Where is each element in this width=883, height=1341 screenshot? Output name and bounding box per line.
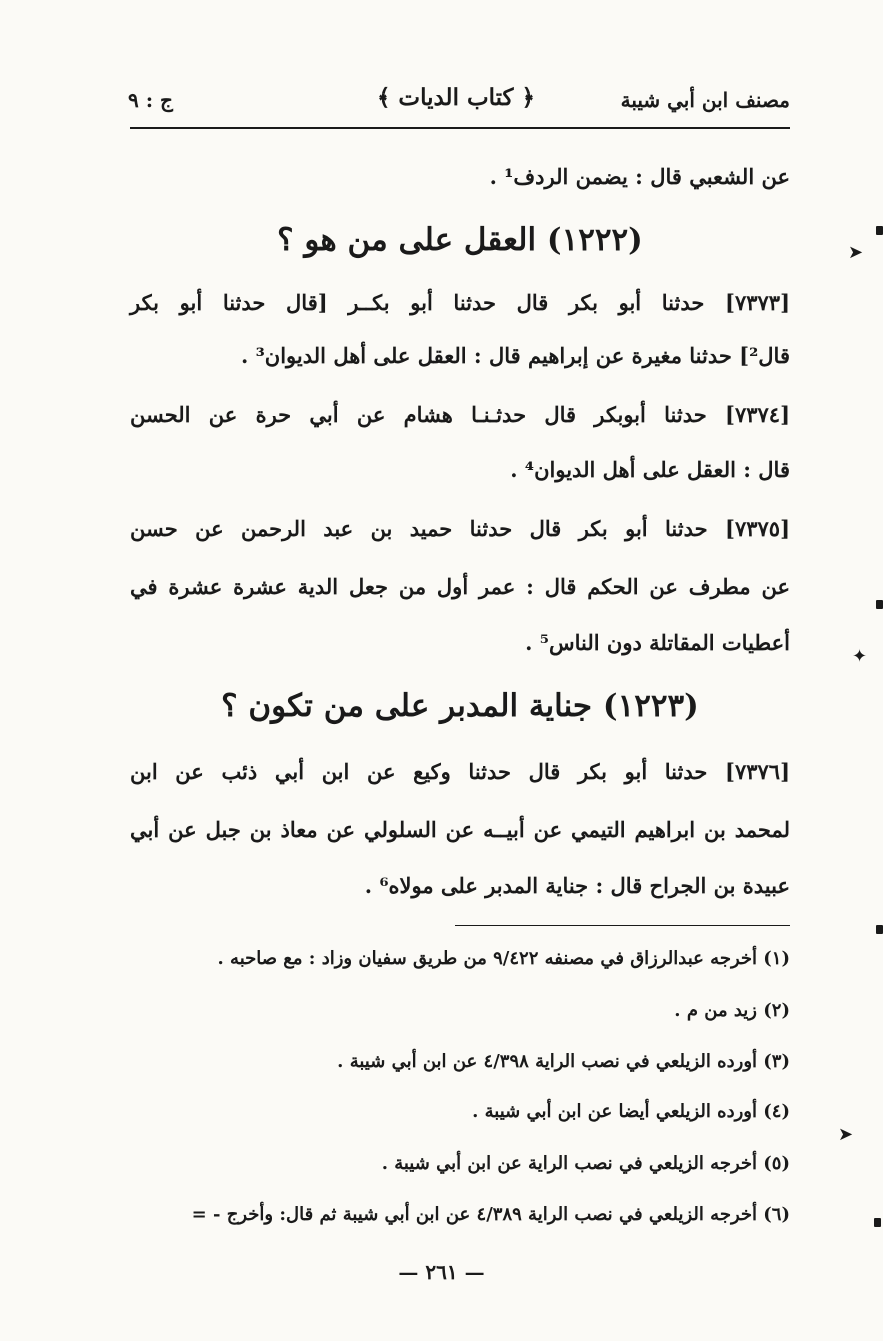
scan-mark	[876, 600, 883, 609]
hadith-7376-line-1: [٧٣٧٦] حدثنا أبو بكر قال حدثنا وكيع عن ابن أبي ذئب عن ابن	[130, 759, 790, 784]
scan-mark: ✦	[852, 646, 868, 667]
hadith-7374-line-1: [٧٣٧٤] حدثنا أبوبكر قال حدثـنـا هشام عن أبي حرة عن الحسن	[130, 402, 790, 427]
volume-number: ج : ٩	[128, 88, 173, 112]
hadith-7376-line-2: لمحمد بن ابراهيم التيمي عن أبيــه عن السلولي عن معاذ بن جبل عن أبي	[130, 817, 790, 842]
scan-mark	[876, 925, 883, 934]
body-line-1: عن الشعبي قال : يضمن الردف¹ .	[489, 164, 790, 189]
chapter-title: ﴿ كتاب الديات ﴾	[376, 84, 535, 111]
scan-mark: ➤	[848, 242, 864, 263]
hadith-7375-line-2: عن مطرف عن الحكم قال : عمر أول من جعل الدية عشرة عشرة في	[130, 574, 790, 599]
section-heading-1223: (١٢٢٣) جناية المدبر على من تكون ؟	[221, 688, 699, 724]
footnote-1: (١) أخرجه عبدالرزاق في مصنفه ٩/٤٢٢ من طريق سفيان وزاد : مع صاحبه .	[217, 948, 790, 969]
footnote-5: (٥) أخرجه الزيلعي في نصب الراية عن ابن أبي شيبة .	[381, 1153, 790, 1174]
footnote-2: (٢) زيد من م .	[674, 1000, 790, 1021]
hadith-7373-line-2: قال²] حدثنا مغيرة عن إبراهيم قال : العقل على أهل الديوان³ .	[240, 343, 790, 368]
scan-mark: ➤	[838, 1124, 854, 1145]
scan-mark	[874, 1218, 881, 1227]
hadith-7376-line-3: عبيدة بن الجراح قال : جناية المدبر على مولاه⁶ .	[364, 873, 790, 898]
page-number: — ٢٦١ —	[398, 1260, 485, 1284]
footnote-6: (٦) أخرجه الزيلعي في نصب الراية ٤/٣٨٩ عن ابن أبي شيبة ثم قال: وأخرج - =	[191, 1204, 790, 1225]
hadith-7375-line-1: [٧٣٧٥] حدثنا أبو بكر قال حدثنا حميد بن عبد الرحمن عن حسن	[130, 516, 790, 541]
hadith-7375-line-3: أعطيات المقاتلة دون الناس⁵ .	[525, 630, 790, 655]
footnote-rule	[455, 925, 790, 926]
hadith-7374-line-2: قال : العقل على أهل الديوان⁴ .	[510, 457, 790, 482]
section-heading-1222: (١٢٢٢) العقل على من هو ؟	[277, 222, 643, 258]
book-title: مصنف ابن أبي شيبة	[620, 88, 790, 112]
hadith-7373-line-1: [٧٣٧٣] حدثنا أبو بكر قال حدثنا أبو بكــر [قال حدثنا أبو بكر	[130, 290, 790, 315]
footnote-3: (٣) أورده الزيلعي في نصب الراية ٤/٣٩٨ عن ابن أبي شيبة .	[337, 1051, 790, 1072]
header-rule	[130, 127, 790, 129]
running-header	[128, 80, 790, 124]
scan-mark	[876, 226, 883, 235]
footnote-4: (٤) أورده الزيلعي أيضا عن ابن أبي شيبة .	[472, 1101, 790, 1122]
